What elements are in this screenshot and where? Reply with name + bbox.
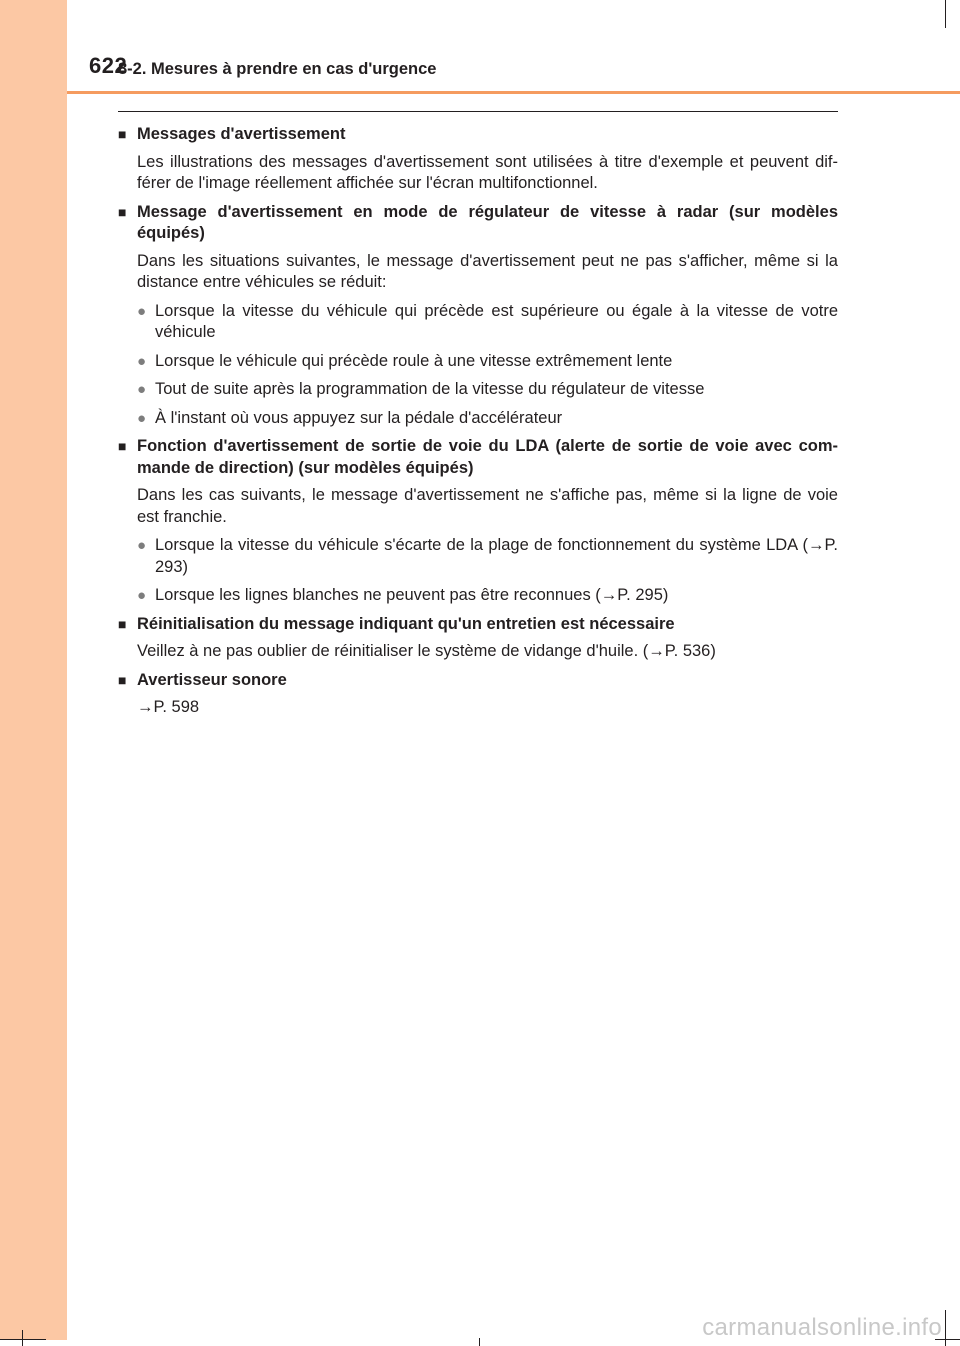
circle-bullet-icon: ● <box>137 352 147 370</box>
section-title: ■ Message d'avertissement en mode de régulateur de vitesse à radar (sur modèles équipés) <box>118 202 838 245</box>
page-content <box>118 124 838 726</box>
square-bullet-icon: ■ <box>118 671 127 688</box>
circle-bullet-icon: ● <box>137 302 147 320</box>
section-messages-avertissement <box>118 124 838 195</box>
list-item: ● Lorsque les lignes blanches ne peuvent pas être reconnues (→P. 295) <box>137 585 838 607</box>
page-number: 622 <box>89 53 128 78</box>
section-title: ■ Fonction d'avertissement de sortie de voie du LDA (alerte de sortie de voie avec com-mande de direction) (sur modèles équipés) <box>118 436 838 479</box>
circle-bullet-icon: ● <box>137 537 147 554</box>
list-item: ● Lorsque le véhicule qui précède roule à une vitesse extrêmement lente <box>137 351 838 373</box>
content-divider <box>118 111 838 112</box>
watermark: carmanualsonline.info <box>702 1314 942 1341</box>
section-avertisseur-sonore <box>118 670 838 719</box>
circle-bullet-icon: ● <box>137 587 147 604</box>
square-bullet-icon: ■ <box>118 615 127 632</box>
section-title: ■ Avertisseur sonore <box>118 670 838 692</box>
section-paragraph: Les illustrations des messages d'avertissement sont utilisées à titre d'exemple et peuvent dif-férer de l'image réellement affichée sur l'écran multifonctionnel. <box>137 152 838 192</box>
section-paragraph: Veillez à ne pas oublier de réinitialiser le système de vidange d'huile. (→P. 536) <box>137 642 716 660</box>
list-item: ● À l'instant où vous appuyez sur la pédale d'accélérateur <box>137 408 838 430</box>
list-item: ● Tout de suite après la programmation de la vitesse du régulateur de vitesse <box>137 379 838 401</box>
circle-bullet-icon: ● <box>137 409 147 427</box>
header-divider <box>67 91 960 94</box>
section-paragraph: Dans les cas suivants, le message d'avertissement ne s'affiche pas, même si la ligne de voie est franchie. <box>137 486 838 526</box>
page-reference: →P. 598 <box>137 698 200 716</box>
crop-mark <box>0 1339 46 1340</box>
circle-bullet-icon: ● <box>137 381 147 398</box>
crop-mark <box>945 1310 946 1346</box>
section-title: ■ Messages d'avertissement <box>118 124 838 146</box>
side-color-band <box>0 0 67 1340</box>
section-paragraph: Dans les situations suivantes, le message d'avertissement peut ne pas s'afficher, même si la distance entre véhicules se réduit: <box>137 251 838 291</box>
square-bullet-icon: ■ <box>118 438 127 454</box>
section-lda <box>118 436 838 607</box>
square-bullet-icon: ■ <box>118 126 127 142</box>
section-regulateur-radar <box>118 202 838 430</box>
square-bullet-icon: ■ <box>118 203 127 220</box>
crop-mark <box>479 1338 480 1346</box>
page-header <box>67 0 960 92</box>
crop-mark <box>22 1330 23 1346</box>
crop-mark <box>945 0 946 28</box>
section-reinitialisation <box>118 614 838 663</box>
chapter-title: 8-2. Mesures à prendre en cas d'urgence <box>118 60 437 78</box>
section-title: ■ Réinitialisation du message indiquant qu'un entretien est nécessaire <box>118 614 838 636</box>
list-item: ● Lorsque la vitesse du véhicule qui précède est supérieure ou égale à la vitesse de votre véhicule <box>137 301 838 344</box>
list-item: ● Lorsque la vitesse du véhicule s'écarte de la plage de fonctionnement du système LDA (→P. 293) <box>137 535 838 578</box>
